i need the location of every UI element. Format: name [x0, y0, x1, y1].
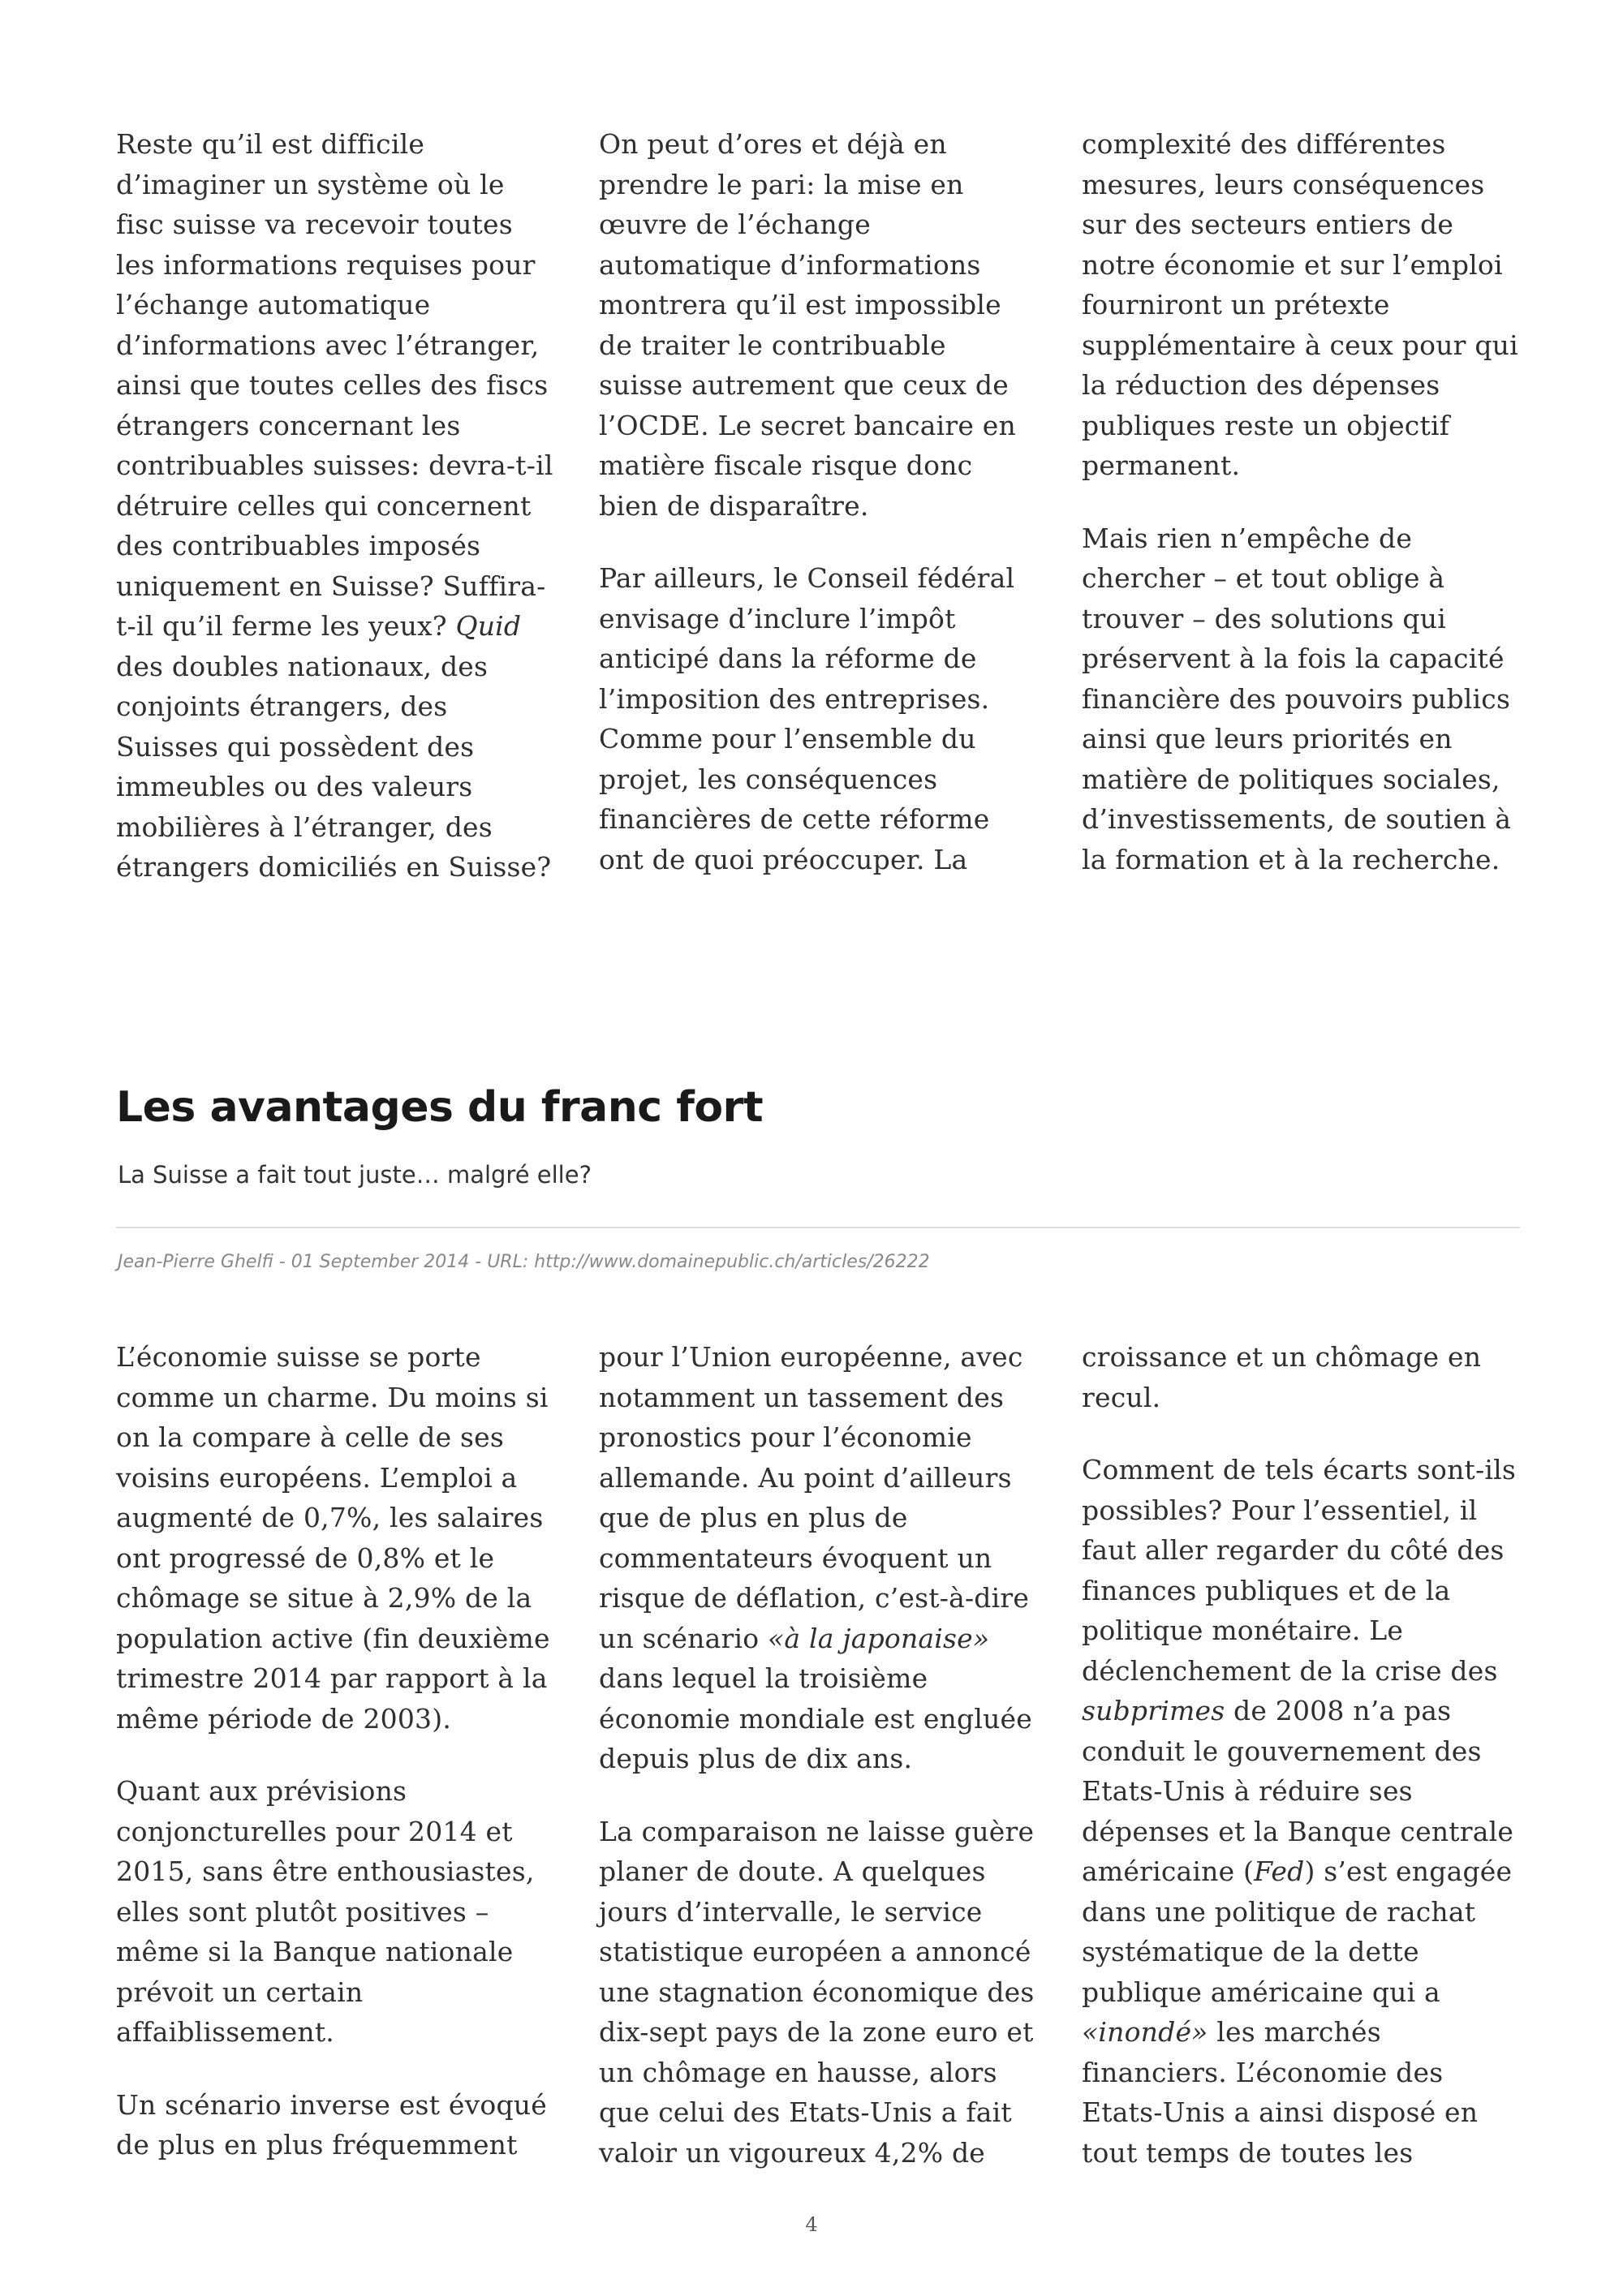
column-2	[599, 124, 1037, 888]
italic-term: Quid	[455, 610, 522, 642]
paragraph: Un scénario inverse est évoqué de plus en plus fréquemment	[116, 2088, 547, 2161]
italic-term: Fed	[1254, 1855, 1305, 1887]
column-2	[599, 1337, 1037, 2173]
paragraph: Quant aux prévisions conjoncturelles pour 2014 et 2015, sans être enthousiastes, elles sont plutôt positives – même si la Banque nationale prévoit un certain affaiblissement.	[116, 1775, 535, 2048]
article-byline: Jean-Pierre Ghelfi - 01 September 2014 - URL: http://www.domainepublic.ch/articles/26222	[118, 1252, 930, 1272]
paragraph: Comment de tels écarts sont-ils possibles? Pour l’essentiel, il faut aller regarder du côté des finances publiques et de la politique monétaire. Le déclenchement de la crise des subprimes de 2008 n’a pas conduit le gouvernement des Etats-Unis à réduire ses dépenses et la Banque centrale américaine (Fed) s’est engagée dans une politique de rachat systématique de la dette publique américaine qui a «inondé» les marchés financiers. L’économie des Etats-Unis a ainsi disposé en tout temps de toutes les	[1082, 1454, 1517, 2169]
paragraph: Mais rien n’empêche de chercher – et tout oblige à trouver – des solutions qui préservent à la fois la capacité financière des pouvoirs publics ainsi que leurs priorités en matière de politiques sociales, d’investissements, de soutien à la formation et à la recherche.	[1082, 522, 1512, 875]
divider	[116, 1227, 1520, 1228]
page-number: 4	[805, 2213, 818, 2236]
column-3	[1082, 1337, 1520, 2173]
italic-term: subprimes	[1082, 1695, 1225, 1726]
paragraph: On peut d’ores et déjà en prendre le pari: la mise en œuvre de l’échange automatique d’informations montrera qu’il est impossible de traiter le contribuable suisse autrement que ceux de l’OCDE. Le secret bancaire en matière fiscale risque donc bien de disparaître.	[599, 128, 1016, 522]
italic-term: «à la japonaise»	[767, 1622, 990, 1654]
column-3	[1082, 124, 1520, 888]
paragraph: Par ailleurs, le Conseil fédéral envisage d’inclure l’impôt anticipé dans la réforme de l’imposition des entreprises. Comme pour l’ensemble du projet, les conséquences financières de cette réforme ont de quoi préoccuper. La	[599, 562, 1015, 875]
article-subtitle: La Suisse a fait tout juste… malgré elle?	[118, 1161, 592, 1189]
paragraph: L’économie suisse se porte comme un charme. Du moins si on la compare à celle de ses voisins européens. L’emploi a augmenté de 0,7%, les salaires ont progressé de 0,8% et le chômage se situe à 2,9% de la population active (fin deuxième trimestre 2014 par rapport à la même période de 2003).	[116, 1341, 550, 1735]
paragraph: complexité des différentes mesures, leurs conséquences sur des secteurs entiers de notre économie et sur l’emploi fourniront un prétexte supplémentaire à ceux pour qui la réduction des dépenses publiques reste un objectif permanent.	[1082, 128, 1518, 481]
italic-term: «inondé»	[1082, 2016, 1208, 2048]
paragraph: pour l’Union européenne, avec notamment un tassement des pronostics pour l’économie allemande. Au point d’ailleurs que de plus en plus de commentateurs évoquent un risque de déflation, c’est-à-dire un scénario «à la japonaise» dans lequel la troisième économie mondiale est engluée depuis plus de dix ans.	[599, 1341, 1032, 1774]
previous-article-columns	[116, 124, 1520, 888]
paragraph: La comparaison ne laisse guère planer de doute. A quelques jours d’intervalle, le service statistique européen a annoncé une stagnation économique des dix-sept pays de la zone euro et un chômage en hausse, alors que celui des Etats-Unis a fait valoir un vigoureux 4,2% de	[599, 1815, 1035, 2169]
paragraph: croissance et un chômage en recul.	[1082, 1341, 1482, 1413]
paragraph: Reste qu’il est difficile d’imaginer un système où le fisc suisse va recevoir toutes les informations requises pour l’échange automatique d’informations avec l’étranger, ainsi que toutes celles des fiscs étrangers concernant les contribuables suisses: devra-t-il détruire celles qui concernent des contribuables imposés uniquement en Suisse? Suffira-t-il qu’il ferme les yeux? Quid des doubles nationaux, des conjoints étrangers, des Suisses qui possèdent des immeubles ou des valeurs mobilières à l’étranger, des étrangers domiciliés en Suisse?	[116, 128, 553, 883]
column-1	[116, 1337, 554, 2173]
column-1	[116, 124, 554, 888]
article-columns	[116, 1337, 1520, 2173]
article-title: Les avantages du franc fort	[116, 1083, 764, 1132]
